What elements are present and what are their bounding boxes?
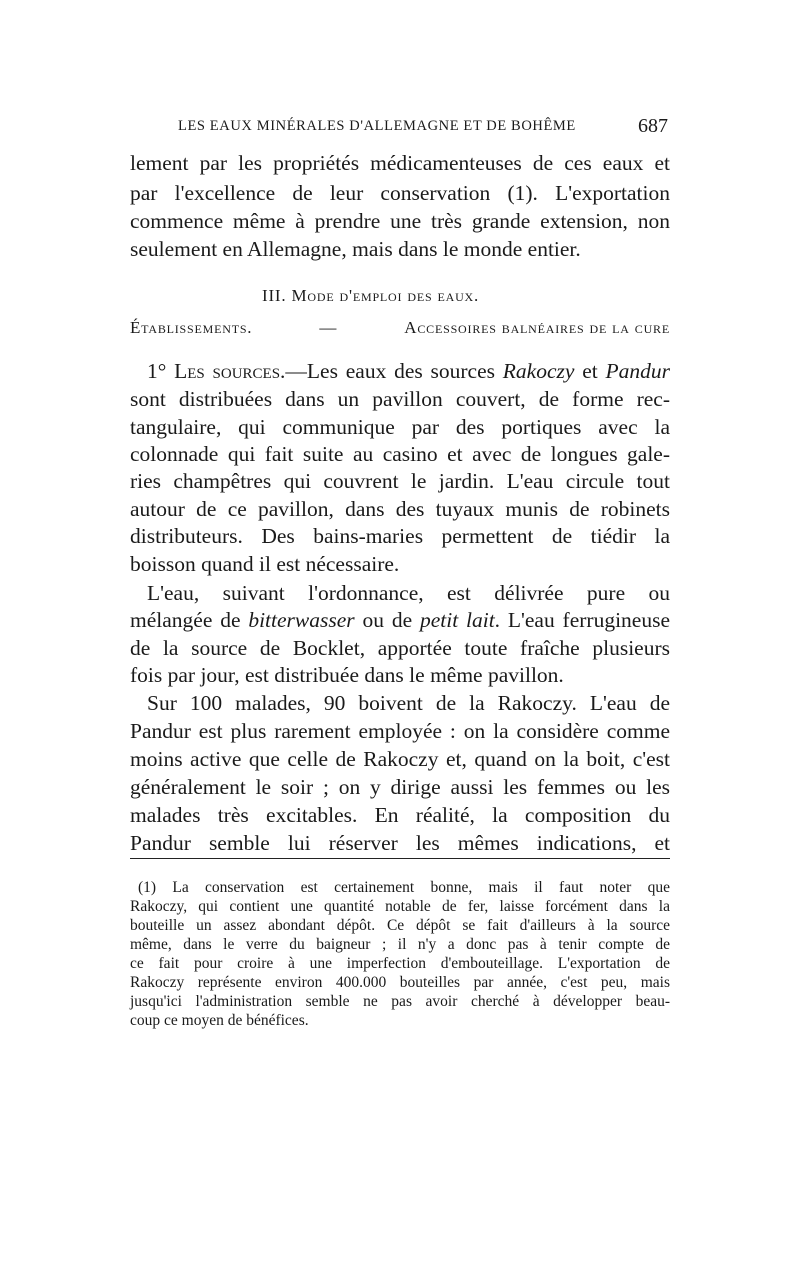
body-line: de la source de Bocklet, apportée toute fraîche plusieurs <box>130 636 670 660</box>
footnote-line: même, dans le verre du baigneur ; il n'y a donc pas à tenir compte de <box>130 936 670 953</box>
subheading-dash: — <box>319 318 338 337</box>
section-heading: III. Mode d'emploi des eaux. <box>262 286 480 305</box>
source-name-pandur: Pandur <box>605 359 670 383</box>
paragraph-1-lead: 1° Les sources. <box>147 359 286 383</box>
source-name-rakoczy: Rakoczy <box>502 359 575 383</box>
footnote-line: jusqu'ici l'administration semble ne pas avoir cherché à développer beau- <box>130 993 670 1010</box>
term-petit-lait: petit lait <box>419 608 495 632</box>
body-line: L'eau, suivant l'ordonnance, est délivrée pure ou <box>147 581 670 605</box>
body-line: lement par les propriétés médicamenteuses de ces eaux et <box>130 151 670 175</box>
body-line: fois par jour, est distribuée dans le même pavillon. <box>130 663 564 687</box>
body-line: tangulaire, qui communique par des portiques avec la <box>130 415 670 439</box>
text-segment: ou de <box>354 608 420 632</box>
paragraph-1-and: et <box>574 359 606 383</box>
text-segment: mélangée de <box>130 608 249 632</box>
footnote-rule <box>130 858 670 859</box>
body-line: seulement en Allemagne, mais dans le monde entier. <box>130 237 581 261</box>
body-line: malades très excitables. En réalité, la composition du <box>130 803 670 827</box>
page-number: 687 <box>638 115 668 137</box>
section-subheading <box>130 318 670 338</box>
subheading-left: Établissements. <box>130 318 253 337</box>
footnote-line: coup ce moyen de bénéfices. <box>130 1012 309 1029</box>
paragraph-1-first-line <box>147 358 670 384</box>
footnote-line: bouteille un assez abondant dépôt. Ce dépôt se fait d'ailleurs à la source <box>130 917 670 934</box>
body-line: colonnade qui fait suite au casino et avec de longues gale- <box>130 442 670 466</box>
running-head <box>178 115 668 137</box>
footnote-line: (1) La conservation est certainement bonne, mais il faut noter que <box>138 879 670 896</box>
term-bitterwasser: bitterwasser <box>248 608 355 632</box>
paragraph-2-line-2 <box>130 607 670 633</box>
subheading-right: Accessoires balnéaires de la cure <box>404 318 670 337</box>
body-line: par l'excellence de leur conservation (1). L'exportation <box>130 181 670 205</box>
body-line: boisson quand il est nécessaire. <box>130 552 400 576</box>
body-line: généralement le soir ; on y dirige aussi les femmes ou les <box>130 775 670 799</box>
body-line: autour de ce pavillon, dans des tuyaux munis de robinets <box>130 497 670 521</box>
text-segment: . L'eau ferrugineuse <box>494 608 670 632</box>
footnote-line: Rakoczy représente environ 400.000 bouteilles par année, c'est peu, mais <box>130 974 670 991</box>
footnote-line: Rakoczy, qui contient une quantité notable de fer, laisse forcément dans la <box>130 898 670 915</box>
body-line: distributeurs. Des bains-maries permettent de tiédir la <box>130 524 670 548</box>
body-line: commence même à prendre une très grande extension, non <box>130 209 670 233</box>
running-head-title: LES EAUX MINÉRALES D'ALLEMAGNE ET DE BOHÊME <box>178 118 576 134</box>
body-line: moins active que celle de Rakoczy et, quand on la boit, c'est <box>130 747 670 771</box>
footnote-line: ce fait pour croire à une imperfection d'embouteillage. L'exportation de <box>130 955 670 972</box>
body-line: sont distribuées dans un pavillon couvert, de forme rec- <box>130 387 670 411</box>
body-line: Pandur semble lui réserver les mêmes indications, et <box>130 831 670 855</box>
body-line: Pandur est plus rarement employée : on la considère comme <box>130 719 670 743</box>
body-line: Sur 100 malades, 90 boivent de la Rakoczy. L'eau de <box>147 691 670 715</box>
body-line: ries champêtres qui couvrent le jardin. L'eau circule tout <box>130 469 670 493</box>
paragraph-1-text: —Les eaux des sources <box>285 359 503 383</box>
